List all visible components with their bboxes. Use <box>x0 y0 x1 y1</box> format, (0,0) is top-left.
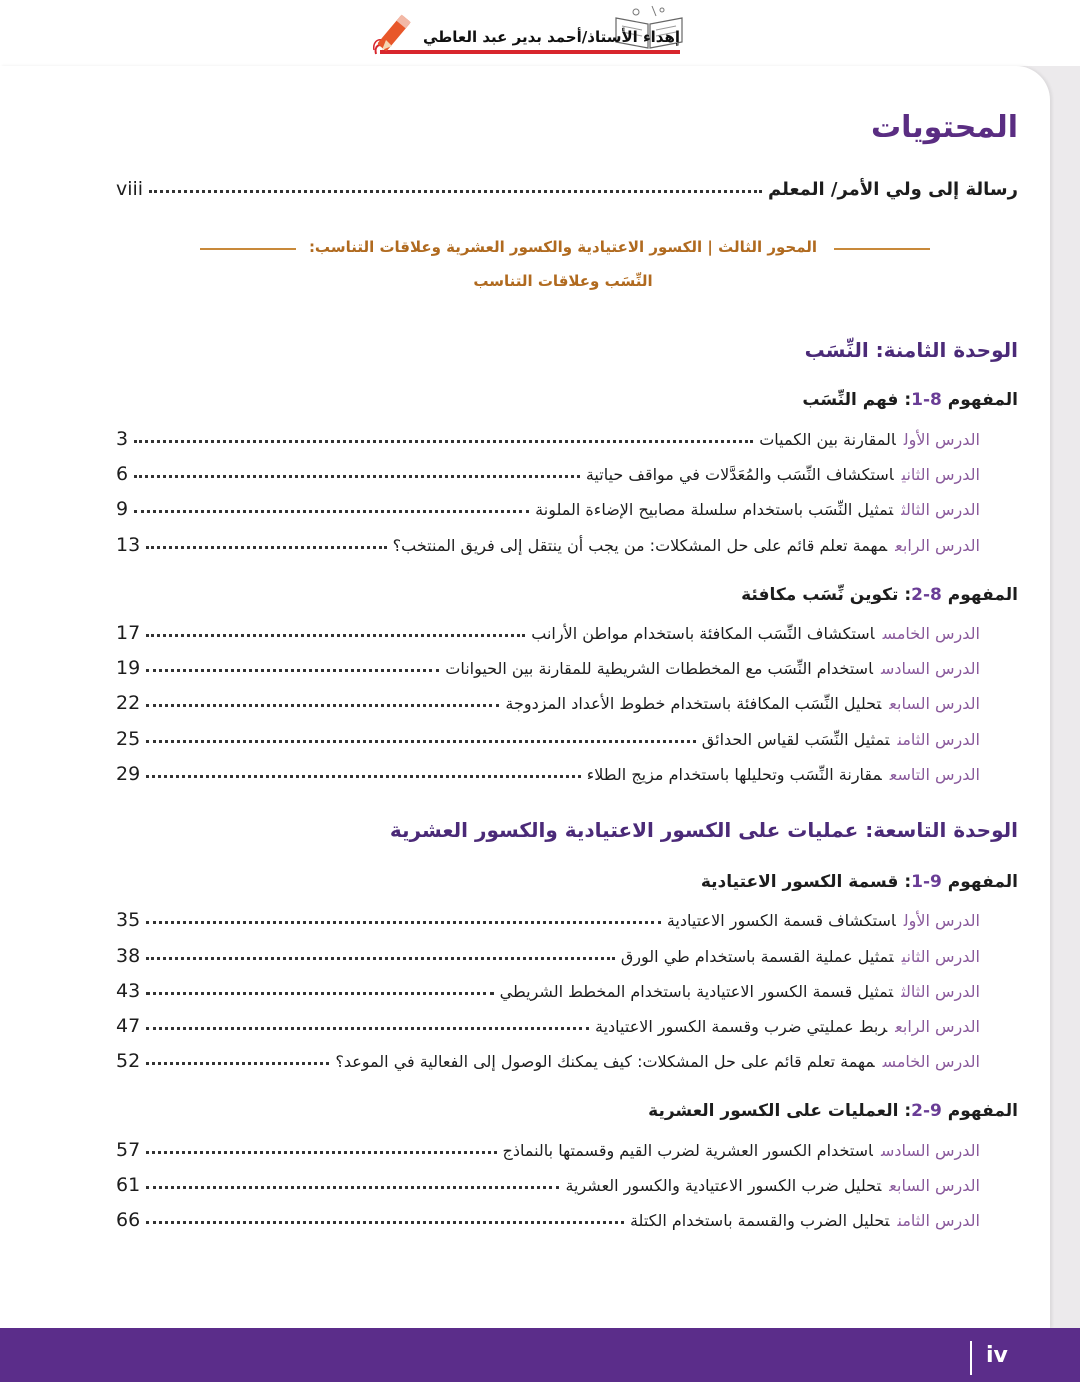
toc-entry-lesson[interactable] <box>116 688 980 718</box>
toc-entry-lesson[interactable] <box>116 530 980 560</box>
lesson-number: الدرس الثاني <box>901 946 980 966</box>
concept-title-9-2: المفهوم 9-2: العمليات على الكسور العشرية <box>648 1101 1018 1121</box>
concept-number: 9-1 <box>911 872 942 892</box>
concept-title-8-1: المفهوم 8-1: فهم النِّسَب <box>802 390 1018 410</box>
toc-page-number: 29 <box>116 763 141 785</box>
lesson-number: الدرس الثامن <box>897 1210 980 1230</box>
lesson-number: الدرس الخامس <box>882 1051 980 1071</box>
toc-entry-letter[interactable] <box>116 174 1018 204</box>
toc-page-number: 38 <box>116 945 141 967</box>
lesson-title: تحليل الضرب والقسمة باستخدام الكتلة <box>629 1210 890 1230</box>
lesson-title: تمثيل قسمة الكسور الاعتيادية باستخدام المخطط الشريطي <box>499 981 894 1001</box>
lesson-number: الدرس السابع <box>889 693 980 713</box>
toc-page-number: 13 <box>116 534 141 556</box>
dot-leader <box>146 1140 496 1154</box>
toc-entry-lesson[interactable] <box>116 424 980 454</box>
lesson-number: الدرس الأول <box>903 910 980 930</box>
pencil-icon <box>368 10 420 62</box>
lesson-title: المقارنة بين الكميات <box>759 429 896 449</box>
credit-underline <box>380 50 680 54</box>
unit-title-9: الوحدة التاسعة: عمليات على الكسور الاعتيادية والكسور العشرية <box>389 818 1018 842</box>
concept-number: 8-2 <box>911 585 942 605</box>
dot-leader <box>146 1016 589 1030</box>
toc-page-number: 25 <box>116 728 141 750</box>
toc-page-number: 22 <box>116 692 141 714</box>
dot-leader <box>146 946 615 960</box>
concept-title-9-1: المفهوم 9-1: قسمة الكسور الاعتيادية <box>700 872 1018 892</box>
toc-page-number: viii <box>116 178 144 200</box>
footer-page-number: iv <box>986 1343 1008 1368</box>
toc-entry-lesson[interactable] <box>116 459 980 489</box>
toc-page-number: 43 <box>116 980 141 1002</box>
axis-title: المحور الثالث | الكسور الاعتيادية والكسور العشرية وعلاقات التناسب: <box>308 238 818 256</box>
toc-page-number: 17 <box>116 622 141 644</box>
dot-leader <box>146 1051 329 1065</box>
dot-leader <box>146 910 661 924</box>
toc-page-number: 66 <box>116 1209 141 1231</box>
lesson-title: استخدام الكسور العشرية لضرب القيم وقسمتها بالنماذج <box>502 1140 873 1160</box>
lesson-number: الدرس السادس <box>880 658 980 678</box>
toc-entry-lesson[interactable] <box>116 494 980 524</box>
toc-entry-lesson[interactable] <box>116 976 980 1006</box>
toc-page-number: 52 <box>116 1050 141 1072</box>
lesson-number: الدرس الرابع <box>895 535 980 555</box>
teacher-credit: إهداء الأستاذ/أحمد بدير عبد العاطي <box>422 28 680 46</box>
toc-entry-lesson[interactable] <box>116 1135 980 1165</box>
toc-entry-lesson[interactable] <box>116 1011 980 1041</box>
lesson-title: استكشاف قسمة الكسور الاعتيادية <box>666 910 896 930</box>
toc-entry-lesson[interactable] <box>116 941 980 971</box>
lesson-number: الدرس الثاني <box>901 464 980 484</box>
dot-leader <box>146 764 581 778</box>
lesson-title: تحليل النِّسَب المكافئة باستخدام خطوط الأعداد المزدوجة <box>505 693 882 713</box>
dot-leader <box>134 429 753 443</box>
dot-leader <box>146 729 696 743</box>
toc-page-number: 35 <box>116 909 141 931</box>
lesson-title: استخدام النِّسَب مع المخططات الشريطية للمقارنة بين الحيوانات <box>445 658 873 678</box>
dot-leader <box>146 1175 559 1189</box>
lesson-title: ربط عمليتي ضرب وقسمة الكسور الاعتيادية <box>595 1016 888 1036</box>
toc-page-number: 9 <box>116 498 129 520</box>
footer-divider <box>970 1341 972 1375</box>
lesson-number: الدرس الثالث <box>901 981 980 1001</box>
dot-leader <box>146 981 493 995</box>
lesson-number: الدرس التاسع <box>889 764 980 784</box>
lesson-title: تمثيل عملية القسمة باستخدام طي الورق <box>620 946 894 966</box>
toc-page-number: 19 <box>116 657 141 679</box>
axis-rule-left <box>200 248 296 250</box>
toc-page-number: 61 <box>116 1174 141 1196</box>
concept-number: 8-1 <box>911 390 942 410</box>
toc-page-number: 6 <box>116 463 129 485</box>
toc-page-number: 3 <box>116 428 129 450</box>
lesson-number: الدرس الثالث <box>901 499 980 519</box>
lesson-number: الدرس الرابع <box>895 1016 980 1036</box>
page-header <box>0 0 1080 66</box>
page-footer <box>0 1328 1080 1382</box>
concept-number: 9-2 <box>911 1101 942 1121</box>
lesson-title: استكشاف النِّسَب المكافئة باستخدام مواطن الأرانب <box>531 623 875 643</box>
toc-entry-lesson[interactable] <box>116 618 980 648</box>
toc-entry-lesson[interactable] <box>116 1170 980 1200</box>
axis-subtitle: النِّسَب وعلاقات التناسب <box>473 272 653 290</box>
lesson-number: الدرس الخامس <box>882 623 980 643</box>
toc-entry-label: رسالة إلى ولي الأمر/ المعلم <box>768 178 1018 200</box>
lesson-title: تحليل ضرب الكسور الاعتيادية والكسور العشرية <box>565 1175 882 1195</box>
lesson-title: مقارنة النِّسَب وتحليلها باستخدام مزيج الطلاء <box>586 764 882 784</box>
dot-leader <box>146 693 499 707</box>
lesson-title: تمثيل النِّسَب باستخدام سلسلة مصابيح الإضاءة الملونة <box>535 499 894 519</box>
lesson-title: مهمة تعلم قائم على حل المشكلات: من يجب أن ينتقل إلى فريق المنتخب؟ <box>392 535 888 555</box>
lesson-number: الدرس الأول <box>903 429 980 449</box>
toc-page-number: 47 <box>116 1015 141 1037</box>
dot-leader <box>146 658 439 672</box>
lesson-title: تمثيل النِّسَب لقياس الحدائق <box>701 729 890 749</box>
lesson-title: استكشاف النِّسَب والمُعَدَّلات في مواقف حياتية <box>585 464 894 484</box>
toc-entry-lesson[interactable] <box>116 905 980 935</box>
toc-page-number: 57 <box>116 1139 141 1161</box>
toc-entry-lesson[interactable] <box>116 1205 980 1235</box>
lesson-number: الدرس الثامن <box>897 729 980 749</box>
lesson-title: مهمة تعلم قائم على حل المشكلات: كيف يمكنك الوصول إلى الفعالية في الموعد؟ <box>335 1051 875 1071</box>
dot-leader <box>134 499 529 513</box>
dot-leader <box>146 623 525 637</box>
lesson-number: الدرس السابع <box>889 1175 980 1195</box>
toc-entry-lesson[interactable] <box>116 1046 980 1076</box>
toc-entry-lesson[interactable] <box>116 759 980 789</box>
lesson-number: الدرس السادس <box>880 1140 980 1160</box>
toc-entry-lesson[interactable] <box>116 724 980 754</box>
page-title: المحتويات <box>870 110 1018 145</box>
axis-rule-right <box>834 248 930 250</box>
toc-entry-lesson[interactable] <box>116 653 980 683</box>
unit-title-8: الوحدة الثامنة: النِّسَب <box>804 338 1018 362</box>
dot-leader <box>149 179 762 193</box>
concept-title-8-2: المفهوم 8-2: تكوين نِّسَب مكافئة <box>741 585 1018 605</box>
dot-leader <box>134 464 580 478</box>
dot-leader <box>146 535 386 549</box>
dot-leader <box>146 1210 624 1224</box>
